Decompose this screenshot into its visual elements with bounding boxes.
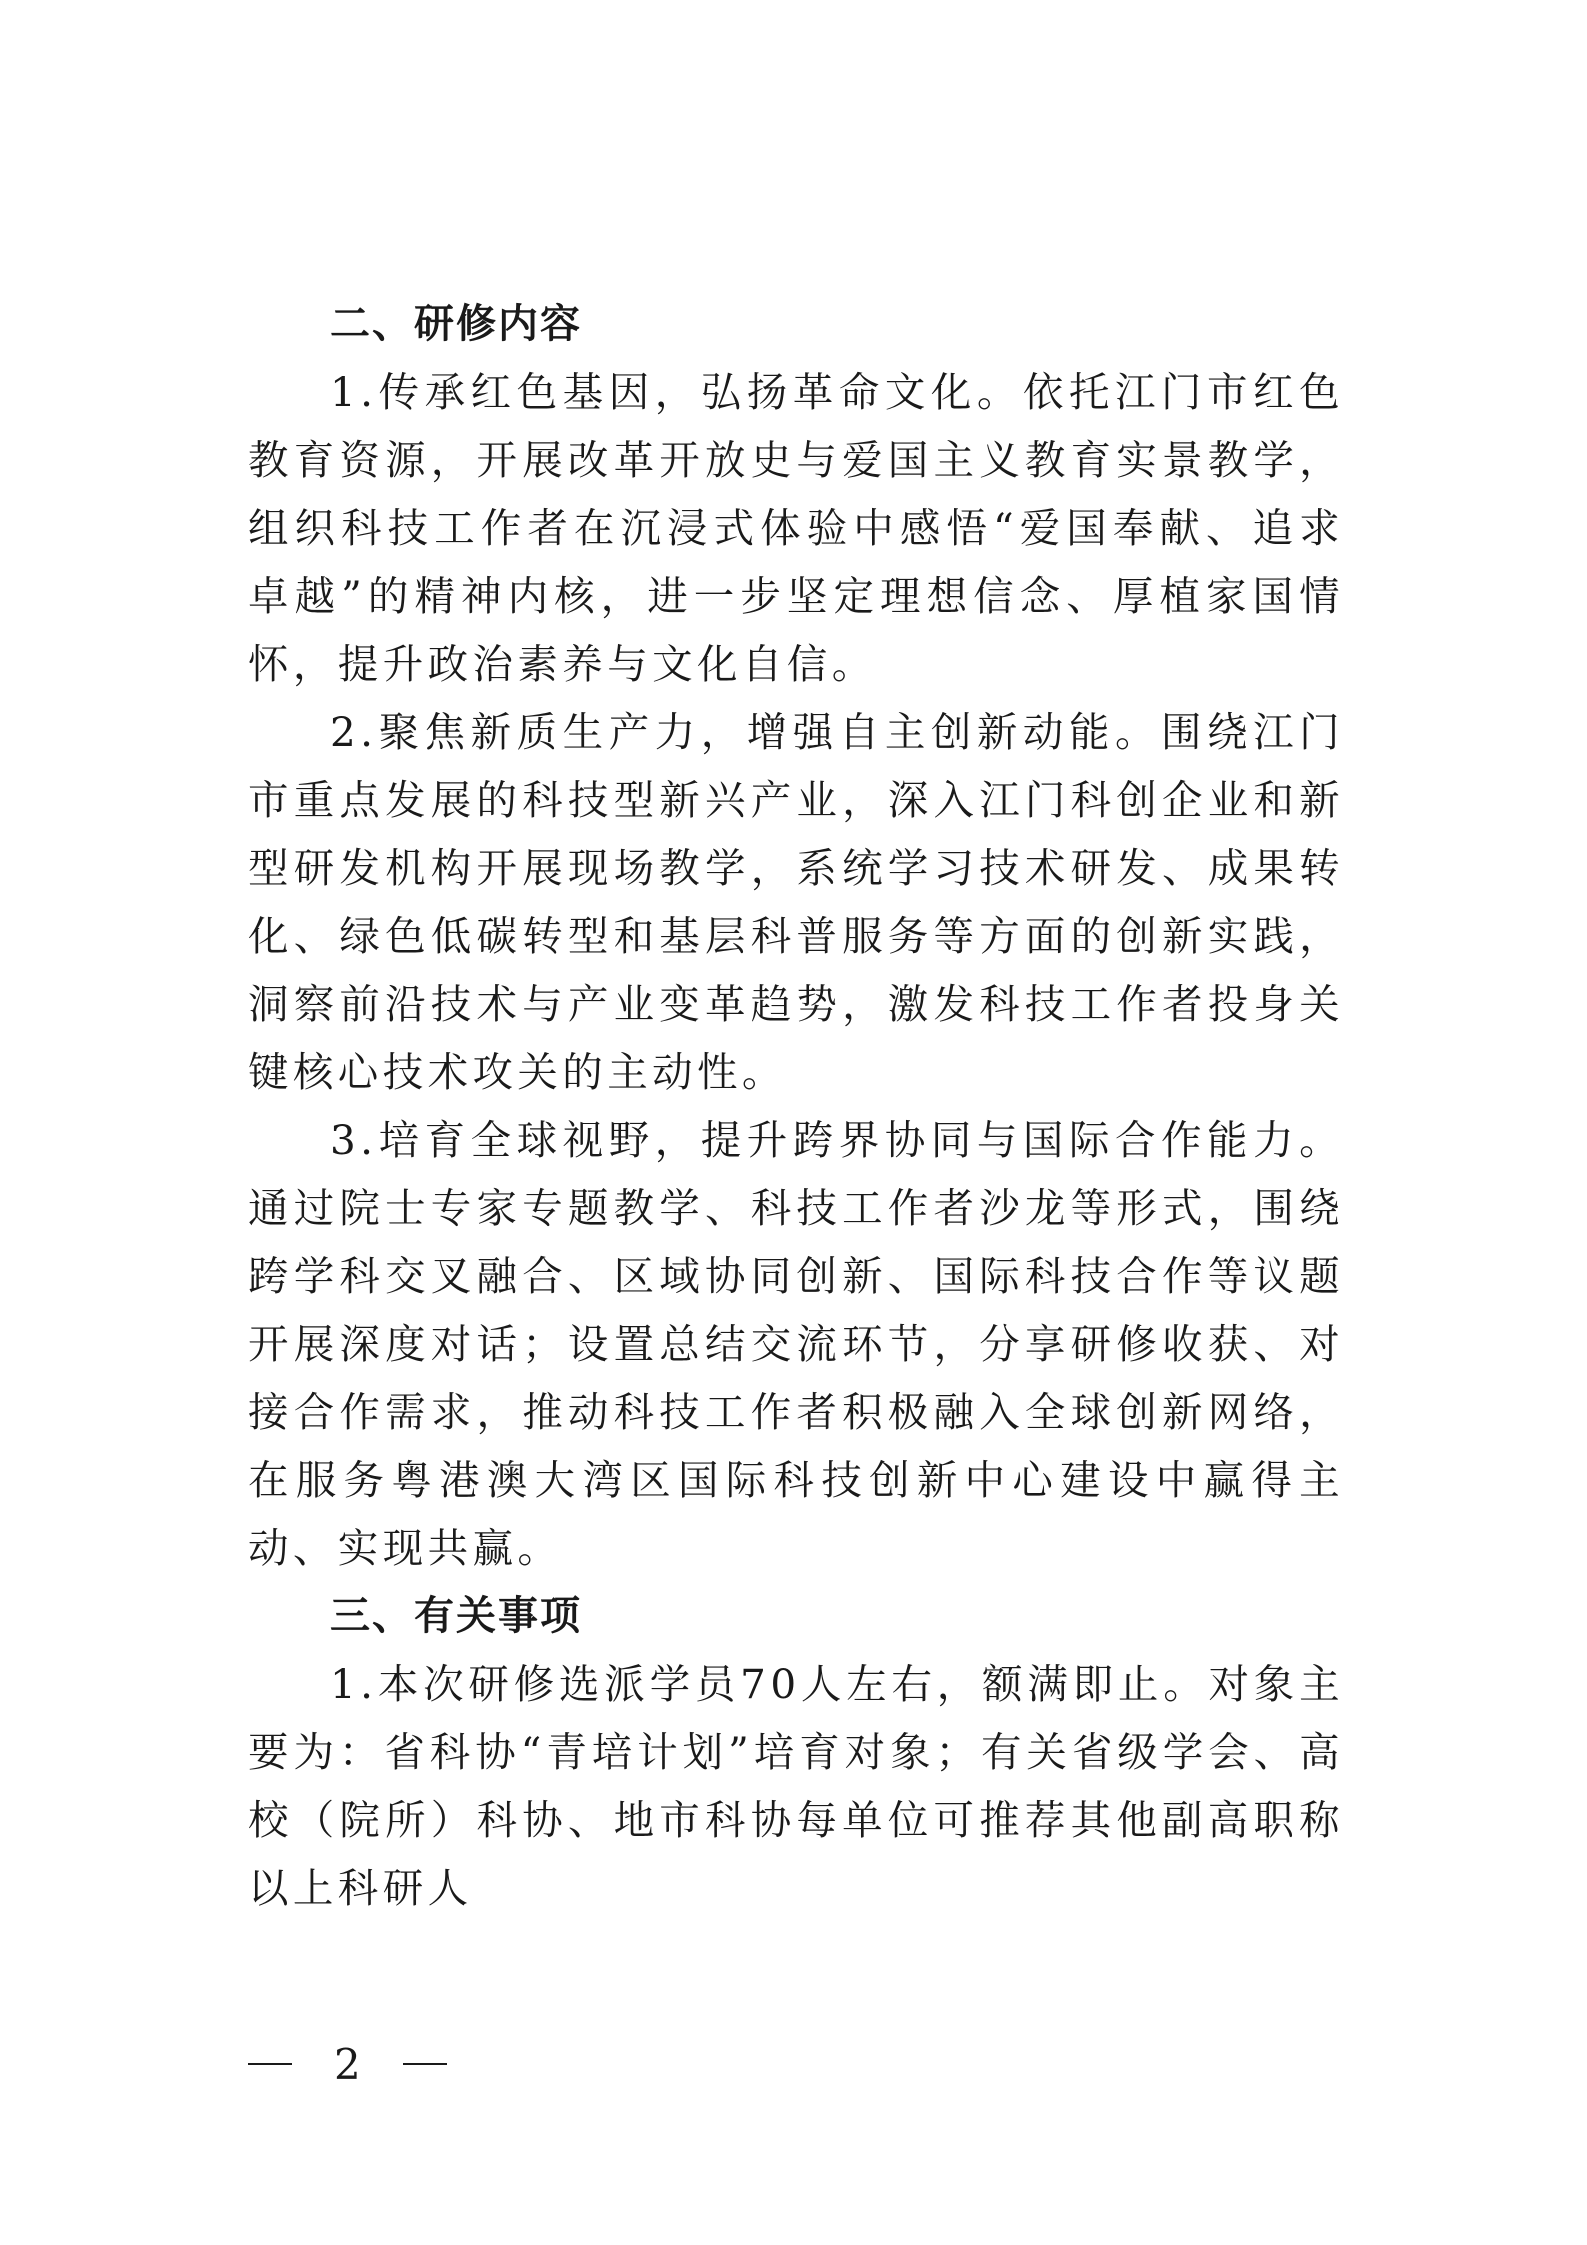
- footer-dash-right: [403, 2063, 447, 2065]
- section-heading-related-matters: 三、有关事项: [330, 1593, 582, 1639]
- page-number: 2: [334, 2039, 361, 2089]
- paragraph-item-3: 3.培育全球视野，提升跨界协同与国际合作能力。通过院士专家专题教学、科技工作者沙龙等形式，围绕跨学科交叉融合、区域协同创新、国际科技合作等议题开展深度对话；设置总结交流环节，分享研修收获、对接合作需求，推动科技工作者积极融入全球创新网络，在服务粤港澳大湾区国际科技创新中心建设中赢得主动、实现共赢。: [248, 1116, 1344, 1572]
- paragraph-item-1: 1.传承红色基因，弘扬革命文化。依托江门市红色教育资源，开展改革开放史与爱国主义教育实景教学，组织科技工作者在沉浸式体验中感悟“爱国奉献、追求卓越”的精神内核，进一步坚定理想信念、厚植家国情怀，提升政治素养与文化自信。: [248, 368, 1344, 688]
- section-heading-training-content: 二、研修内容: [330, 301, 582, 347]
- document-body: [248, 290, 1344, 1922]
- footer-dash-left: [248, 2063, 292, 2065]
- paragraph-item-2: 2.聚焦新质生产力，增强自主创新动能。围绕江门市重点发展的科技型新兴产业，深入江门科创企业和新型研发机构开展现场教学，系统学习技术研发、成果转化、绿色低碳转型和基层科普服务等方面的创新实践，洞察前沿技术与产业变革趋势，激发科技工作者投身关键核心技术攻关的主动性。: [248, 708, 1344, 1096]
- page-footer: [248, 2034, 447, 2094]
- paragraph-matters-item-1: 1.本次研修选派学员70人左右，额满即止。对象主要为：省科协“青培计划”培育对象；有关省级学会、高校（院所）科协、地市科协每单位可推荐其他副高职称以上科研人: [248, 1660, 1344, 1912]
